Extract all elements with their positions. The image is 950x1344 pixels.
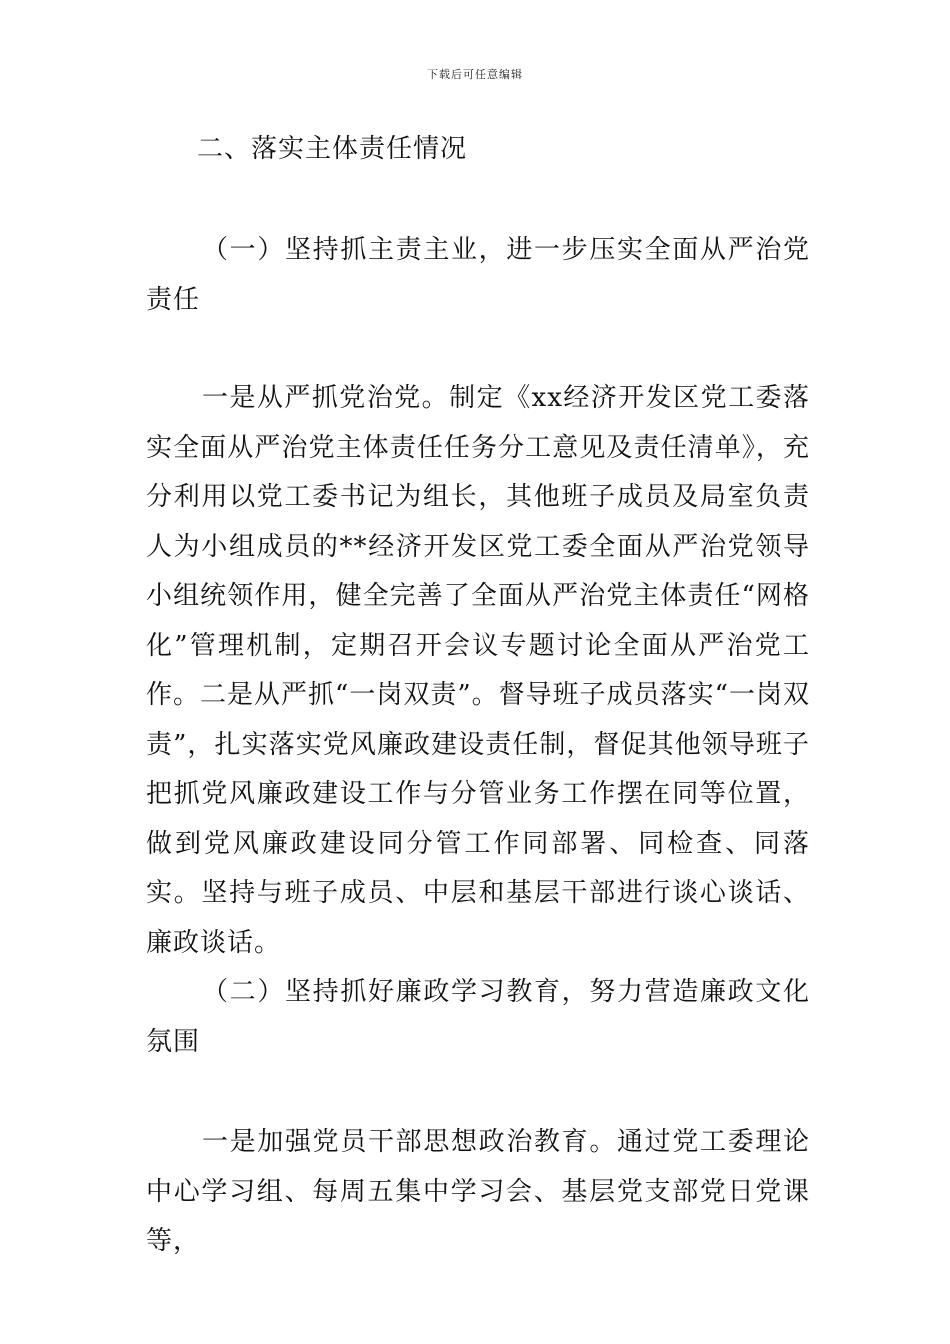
paragraph-2: 一是加强党员干部思想政治教育。通过党工委理论中心学习组、每周五集中学习会、基层党支部党日党课等， (146, 1127, 810, 1256)
section-heading: 二、落实主体责任情况 (197, 134, 468, 164)
paragraph-1: 一是从严抓党治党。制定《xx经济开发区党工委落实全面从严治党主体责任任务分工意见及责任清单》，充分利用以党工委书记为组长，其他班子成员及局室负责人为小组成员的**经济开发区党工委全面从严治党领导小组统领作用，健全完善了全面从严治党主体责任“网格化”管理机制，定期召开会议专题讨论全面从严治党工作。二是从严抓“一岗双责”。督导班子成员落实“一岗双责”，扎实落实党风廉政建设责任制，督促其他领导班子把抓党风廉政建设工作与分管业务工作摆在同等位置，做到党风廉政建设同分管工作同部署、同检查、同落实。坚持与班子成员、中层和基层干部进行谈心谈话、廉政谈话。 (146, 383, 810, 958)
subsection-title-1: （一）坚持抓主责主业，进一步压实全面从严治党责任 (146, 235, 810, 315)
page-header-note: 下载后可任意编辑 (427, 68, 523, 81)
subsection-title-2: （二）坚持抓好廉政学习教育，努力营造廉政文化氛围 (146, 977, 810, 1057)
